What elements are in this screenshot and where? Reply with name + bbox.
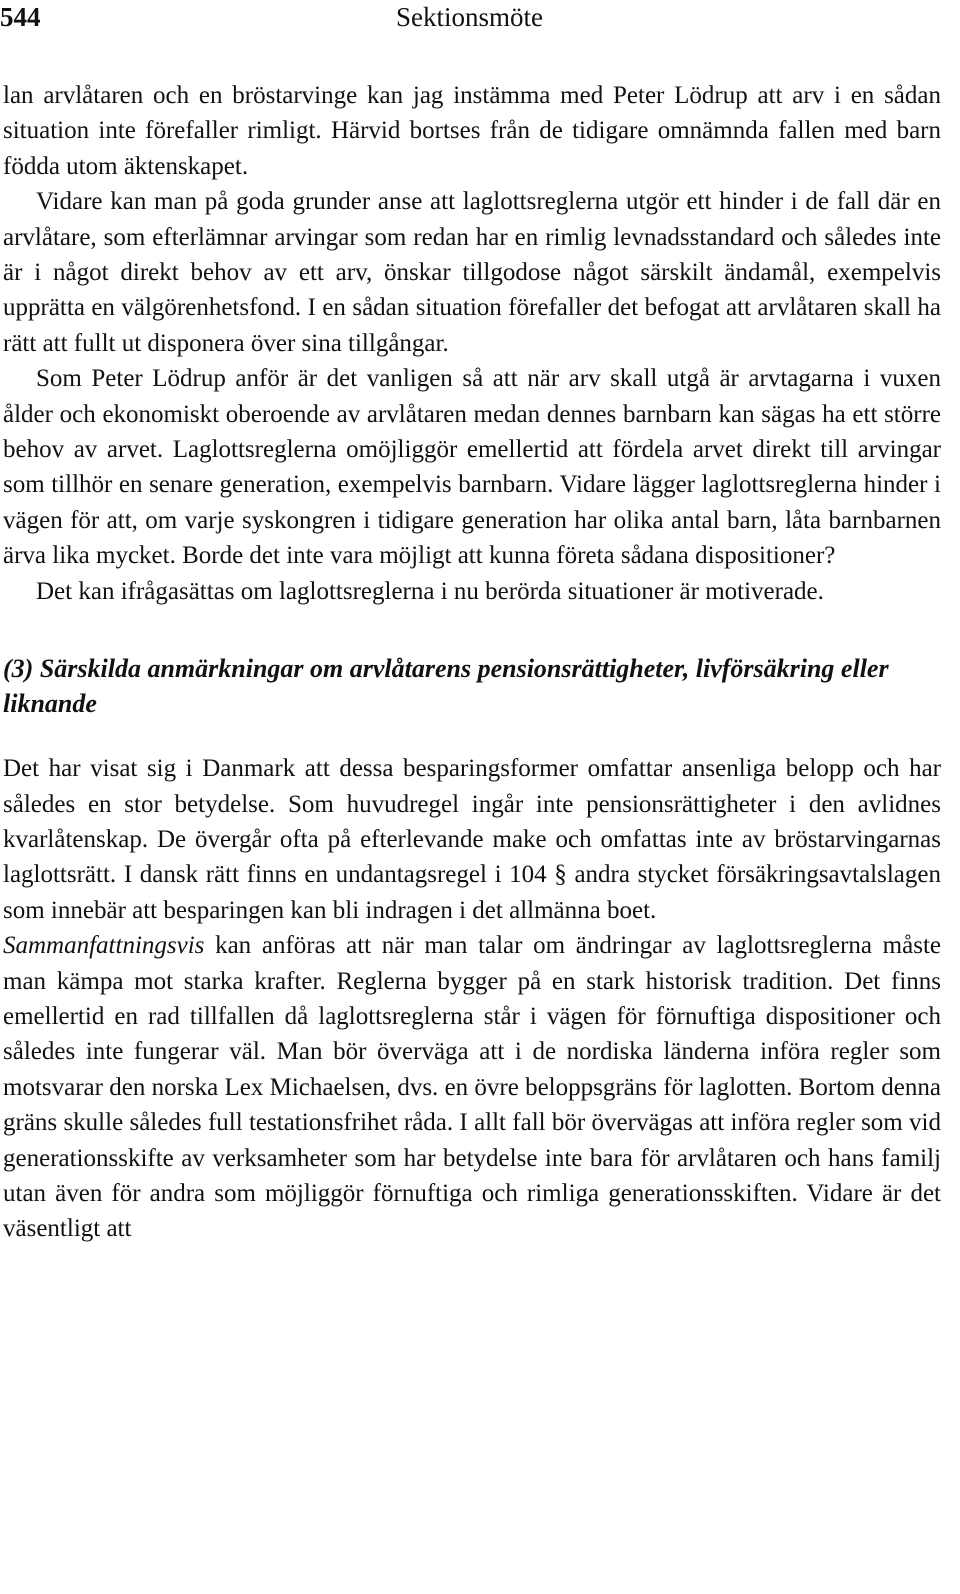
page-header xyxy=(0,0,960,44)
paragraph-6 xyxy=(3,928,941,1247)
paragraph-5: Det har visat sig i Danmark att dessa besparingsformer omfattar ansenliga belopp och har således en stor betydelse. Som huvudregel ingår inte pensionsrättigheter i den avlidnes kvarlåtenskap. De övergår ofta på efterlevande make och omfattas inte av bröstarvingarnas laglottsrätt. I dansk rätt finns en undantagsregel i 104 § andra stycket försäkringsavtalslagen som innebär att besparingen kan bli indragen i det allmänna boet. xyxy=(3,755,941,924)
paragraph-1: lan arvlåtaren och en bröstarvinge kan jag instämma med Peter Lödrup att arv i en sådan situation inte förefaller rimligt. Härvid bortses från de tidigare omnämnda fallen med barn födda utom äktenskapet. xyxy=(3,82,941,180)
paragraph-2: Vidare kan man på goda grunder anse att laglottsreglerna utgör ett hinder i de fall där en arvlåtare, som efterlämnar arvingar som redan har en rimlig levnadsstandard och således inte är i något direkt behov av ett arv, önskar tillgodose något särskilt ändamål, exempelvis upprätta en välgörenhetsfond. I en sådan situation förefaller det befogat att arvlåtaren skall ha rätt att fullt ut disponera över sina tillgångar. xyxy=(3,188,941,357)
page-number: 544 xyxy=(0,2,41,32)
body-text xyxy=(3,78,941,1247)
section-heading: (3) Särskilda anmärkningar om arvlåtarens pensionsrättigheter, livförsäkring eller liknande xyxy=(3,654,889,719)
paragraph-6-rest: kan anföras att när man talar om ändringar av laglottsreglerna måste man kämpa mot starka krafter. Reglerna bygger på en stark historisk tradition. Det finns emellertid en rad tillfallen då laglottsreglerna står i vägen för förnuftiga dispositioner och således inte fungerar väl. Man bör överväga att i de nordiska länderna införa regler som motsvarar den norska Lex Michaelsen, dvs. en övre beloppsgräns för laglotten. Bortom denna gräns skulle således full testationsfrihet råda. I allt fall bör övervägas att införa regler som vid generationsskifte av verksamheter som har betydelse inte bara för arvlåtaren och hans familj utan även för andra som möjliggör förnuftiga och rimliga generationsskiften. Vidare är det väsentligt att xyxy=(3,932,941,1243)
paragraph-4: Det kan ifrågasättas om laglottsreglerna i nu berörda situationer är motiverade. xyxy=(36,577,824,605)
running-head: Sektionsmöte xyxy=(396,2,543,32)
paragraph-3: Som Peter Lödrup anför är det vanligen så att när arv skall utgå är arvtagarna i vuxen ålder och ekonomiskt oberoende av arvlåtaren medan dennes barnbarn kan sägas ha ett större behov av arvet. Laglottsreglerna omöjliggör emellertid att fördela arvet direkt till arvingar som tillhör en senare generation, exempelvis barnbarn. Vidare lägger laglottsreglerna hinder i vägen för att, om varje syskongren i tidigare generation har olika antal barn, låta barnbarnen ärva lika mycket. Borde det inte vara möjligt att kunna företa sådana dispositioner? xyxy=(3,365,941,570)
paragraph-6-lead: Sammanfattningsvis xyxy=(3,932,205,960)
